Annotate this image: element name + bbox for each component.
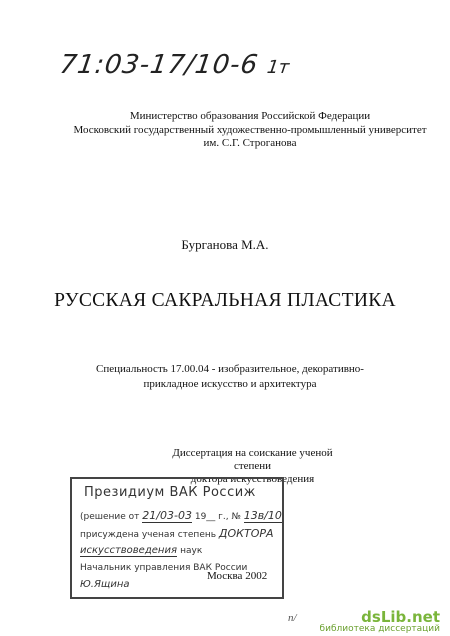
- stamp-decision-year: 19__ г., №: [194, 512, 241, 522]
- stamp-decision: [80, 509, 282, 523]
- page-mark: п/: [288, 612, 297, 624]
- dslib-logo: dsLib.net: [361, 608, 440, 626]
- dslib-subtitle: библиотека диссертаций: [319, 624, 440, 634]
- stamp-signature: Ю.Ящина: [80, 579, 130, 590]
- dissertation-title: РУССКАЯ САКРАЛЬНАЯ ПЛАСТИКА: [54, 290, 396, 311]
- archive-code-number: 71:03-17/10-6: [57, 50, 261, 80]
- specialty: [80, 362, 380, 392]
- archive-code: [58, 50, 292, 80]
- archive-code-suffix: 1т: [265, 57, 291, 78]
- stamp-decision-prefix: (решение от: [80, 512, 140, 522]
- stamp-degree-value: ДОКТОРА: [218, 527, 274, 540]
- university-name-line: им. С.Г. Строганова: [203, 137, 297, 149]
- stamp-field: [80, 545, 202, 557]
- author-name: Бурганова М.А.: [181, 237, 269, 252]
- specialty-line-2: прикладное искусство и архитектура: [143, 378, 317, 390]
- specialty-line-1: Специальность 17.00.04 - изобразительное, декоративно-: [96, 363, 364, 375]
- stamp-decision-date: 21/03-03: [142, 509, 192, 522]
- stamp-field-suffix: наук: [180, 546, 203, 556]
- university-line: Московский государственный художественно-промышленный университет: [73, 123, 427, 136]
- stamp-heading: Президиум ВАК Россиж: [84, 485, 256, 500]
- city-year: Москва 2002: [207, 570, 268, 582]
- stamp-chief: Начальник управления ВАК России: [80, 563, 248, 573]
- degree-line-1: Диссертация на соискание ученой степени: [172, 447, 333, 472]
- stamp-degree: [80, 527, 274, 540]
- dslib-watermark[interactable]: [318, 608, 448, 634]
- stamp-decision-number: 13в/10: [243, 509, 282, 522]
- stamp-degree-prefix: присуждена ученая степень: [80, 530, 217, 540]
- stamp-field-value: искусствоведения: [80, 545, 177, 556]
- ministry-line: Министерство образования Российской Федерации: [129, 110, 371, 122]
- degree-line-2: доктора искусствоведения: [190, 473, 315, 485]
- organization-header: [60, 110, 440, 151]
